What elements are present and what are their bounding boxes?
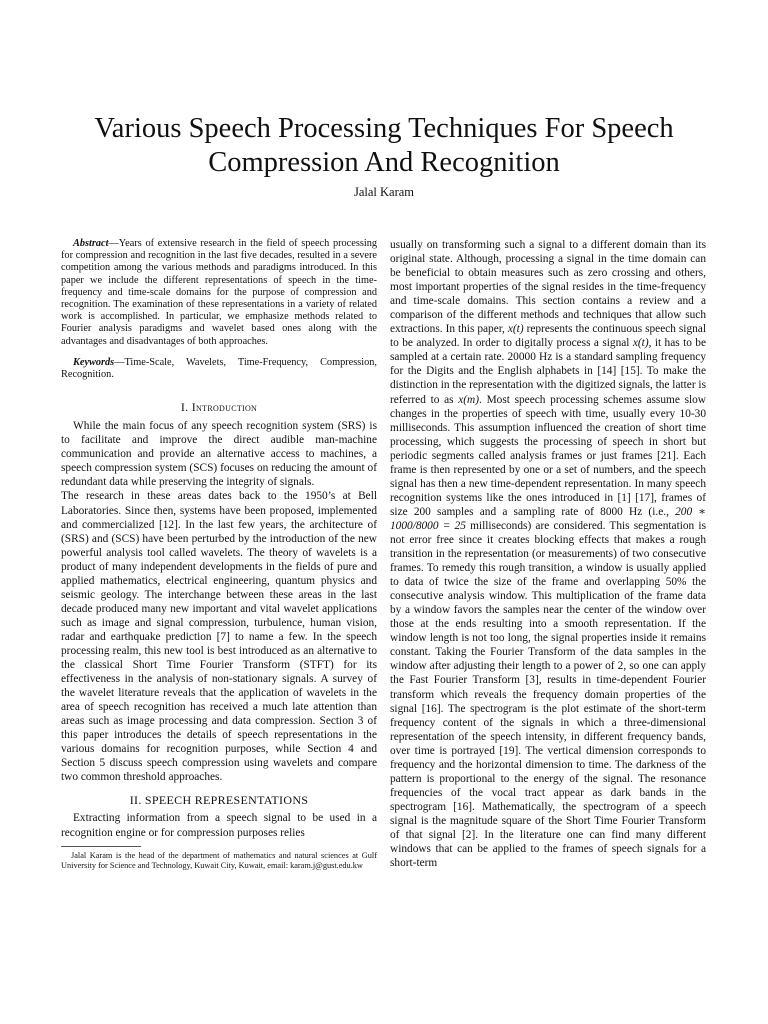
keywords-text: —Time-Scale, Wavelets, Time-Frequency, Compression, Recognition. xyxy=(61,356,377,381)
text-segment: . Most speech processing schemes assume slow changes in the properties of speech with time, usually every 10-30 milliseconds. This assumption influenced the creation of short time processing, which suggests the processing of speech in short but periodic segments called analysis frames or just frames [21]. Each frame is then represented by one or a set of numbers, and the speech signal has then a new time-dependent representation. In many speech recognition systems like the ones introduced in [1] [17], frames of size 200 samples and a sampling rate of 8000 Hz (i.e., xyxy=(390,393,707,518)
intro-paragraph-2: The research in these areas dates back to the 1950’s at Bell Laboratories. Since then, systems have been proposed, implemented and commercialized [12]. In the last few years, the architecture of (SRS) and (SCS) have been perturbed by the introduction of the new powerful analysis tool called wavelets. The theory of wavelets is a product of many independent developments in the fields of pure and applied mathematics, electrical engineering, quantum physics and seismic geology. The interchange between these areas in the last decade produced many new important and vital wavelet applications such as image and signal compression, turbulence, human vision, radar and earthquake prediction [7] to name a few. In the speech processing realm, this new tool is best introduced as an alternative to the classical Short Time Fourier Transform (STFT) for its effectiveness in the analysis of non-stationary signals. A survey of the wavelet literature reveals that the application of wavelets in the area of speech recognition has received a much late attention than areas such as image processing and data compression. Section 3 of this paper introduces the details of speech representations in the various domains for recognition purposes, while Section 4 and Section 5 discuss speech compression using wavelets and compare two common threshold approaches. xyxy=(61,490,377,784)
text-segment: usually on transforming such a signal to a different domain than its original state. Although, processing a signal in the time domain can be beneficial to obtain measures such as zero crossing and others, most important properties of the signal resides in the time-frequency and time-scale domains. This section contains a review and a comparison of the different methods and techniques that allow such extractions. In this paper, xyxy=(390,239,706,336)
text-segment: represents the continuous speech signal to be analyzed. In order to digitally process a signal xyxy=(390,323,706,350)
section-1-number: I. xyxy=(180,400,189,415)
left-column xyxy=(61,238,377,871)
section-1-title: Introduction xyxy=(191,400,258,415)
math-frame-duration: 200 ∗ 1000/8000 = 25 xyxy=(390,505,707,532)
text-segment: , it has to be sampled at a certain rate. 20000 Hz is a standard sampling frequency for the Digits and the English alphabets in [14] [15]. To make the distinction in the representation with the digitized signals, the latter is referred to as xyxy=(390,337,707,406)
keywords-label: Keywords xyxy=(73,356,115,368)
paper-title: Various Speech Processing Techniques For Speech Compression And Recognition xyxy=(94,113,674,178)
author-footnote: Jalal Karam is the head of the department of mathematics and natural sciences at Gulf University for Science and Technology, Kuwait City, Kuwait, email: karam.j@gust.edu.kw xyxy=(61,850,377,870)
section-1-heading xyxy=(61,400,377,415)
right-column xyxy=(390,238,706,870)
math-x-m: x(m) xyxy=(458,393,480,406)
footnote-rule xyxy=(61,846,141,847)
math-x-t: x(t) xyxy=(632,337,649,350)
intro-paragraph-1: While the main focus of any speech recognition system (SRS) is to facilitate and improve the direct audible man-machine communication and provide an alternative access to machines, a speech compression system (SCS) focuses on reducing the amount of redundant data while preserving the integrity of signals. xyxy=(61,420,377,489)
abstract-label: Abstract xyxy=(73,238,109,249)
section-2-paragraph: Extracting information from a speech signal to be used in a recognition engine or for compression purposes relies xyxy=(61,812,377,839)
text-segment: milliseconds) are considered. This segmentation is not error free since it creates blocking effects that makes a rough transition in the representation (or measurements) of two consecutive frames. To remedy this rough transition, a window is usually applied to data of twice the size of the frame and overlapping 50% the consecutive analysis window. This multiplication of the frame data by a window favors the samples near the center of the window over those at the ends resulting into a smooth representation. If the window length is not too long, the signal properties inside it remains constant. Taking the Fourier Transform of the data samples in the window after adjusting their length to a power of 2, so one can apply the Fast Fourier Transform [3], results in time-dependent Fourier transform which reveals the frequency domain properties of the signal [16]. The spectrogram is the plot estimate of the short-term frequency content of the signals in which a three-dimensional representation of the speech intensity, in different frequency bands, over time is portrayed [19]. The vertical dimension corresponds to frequency and the horizontal dimension to time. The darkness of the pattern is proportional to the energy of the signal. The resonance frequencies of the vocal tract appear as dark bands in the spectrogram [16]. Mathematically, the spectrogram of a speech signal is the magnitude square of the Short Time Fourier Transform of that signal [2]. In the literature one can find many different windows that can be applied to the frames of speech signals for a short-term xyxy=(390,519,706,870)
section-2-heading: II. SPEECH REPRESENTATIONS xyxy=(129,793,309,808)
abstract xyxy=(61,238,377,348)
author-name: Jalal Karam xyxy=(353,185,415,199)
right-column-text xyxy=(390,238,706,870)
abstract-text: —Years of extensive research in the field of speech processing for compression and recognition in the last five decades, resulted in a severe competition among the various methods and paradigms introduced. In this paper we include the different representations of speech in the time-frequency and time-scale domains for the purpose of compression and recognition. The examination of these representations in a variety of related work is accomplished. In particular, we emphasize methods related to Fourier analysis paradigms and wavelet based ones along with the advantages and disadvantages of both approaches. xyxy=(61,238,377,347)
keywords xyxy=(61,357,377,381)
math-x-t: x(t) xyxy=(507,323,524,336)
